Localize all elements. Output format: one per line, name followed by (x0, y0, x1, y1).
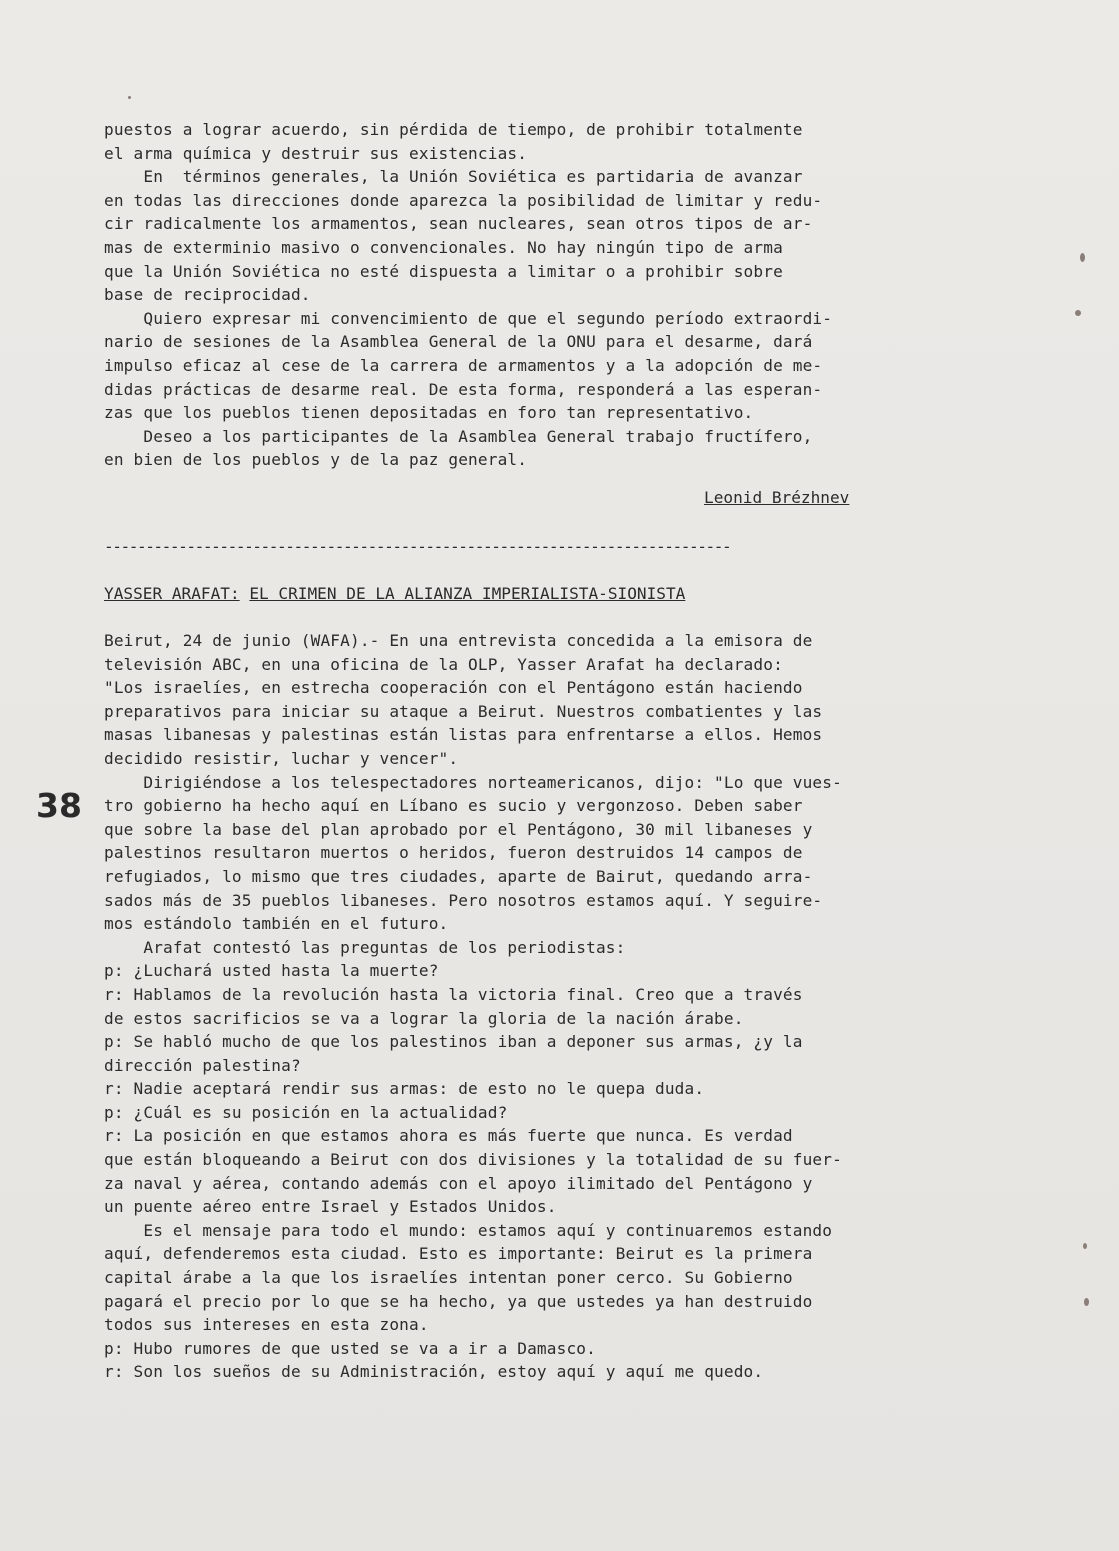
text-line: zas que los pueblos tienen depositadas en foro tan representativo. (104, 403, 754, 423)
brezhnev-message-text (104, 118, 1004, 472)
text-line: "Los israelíes, en estrecha cooperación con el Pentágono están haciendo (104, 678, 803, 698)
text-line: de estos sacrificios se va a lograr la gloria de la nación árabe. (104, 1008, 744, 1028)
text-line: didas prácticas de desarme real. De esta forma, responderá a las esperan- (104, 379, 823, 399)
page-number: 38 (36, 786, 82, 825)
paper-speck (1084, 1298, 1089, 1306)
text-line: p: Se habló mucho de que los palestinos iban a deponer sus armas, ¿y la (104, 1032, 803, 1052)
text-line: p: ¿Luchará usted hasta la muerte? (104, 961, 439, 981)
paper-speck (1083, 1243, 1087, 1249)
text-line: todos sus intereses en esta zona. (104, 1315, 429, 1335)
text-line: Quiero expresar mi convencimiento de que el segundo período extraordi- (104, 308, 833, 328)
text-line: p: ¿Cuál es su posición en la actualidad? (104, 1102, 508, 1122)
text-line: que la Unión Soviética no esté dispuesta a limitar o a prohibir sobre (104, 261, 783, 281)
text-line: tro gobierno ha hecho aquí en Líbano es sucio y vergonzoso. Deben saber (104, 796, 803, 816)
text-line: mos estándolo también en el futuro. (104, 914, 449, 934)
text-line: r: Son los sueños de su Administración, estoy aquí y aquí me quedo. (104, 1362, 764, 1382)
section-separator: ---------------------------------------------------------------------------- (104, 537, 731, 556)
text-line: decidido resistir, luchar y vencer". (104, 748, 459, 768)
text-line: mas de exterminio masivo o convencionales. No hay ningún tipo de arma (104, 237, 783, 257)
text-line: p: Hubo rumores de que usted se va a ir a Damasco. (104, 1338, 596, 1358)
article-headline (104, 582, 685, 606)
text-line: base de reciprocidad. (104, 285, 311, 305)
text-line: en todas las direcciones donde aparezca la posibilidad de limitar y redu- (104, 190, 823, 210)
paper-speck (128, 96, 131, 99)
text-line: Beirut, 24 de junio (WAFA).- En una entrevista concedida a la emisora de (104, 631, 813, 650)
text-line: aquí, defenderemos esta ciudad. Esto es importante: Beirut es la primera (104, 1244, 813, 1264)
text-line: masas libanesas y palestinas están listas para enfrentarse a ellos. Hemos (104, 725, 823, 745)
text-line: en bien de los pueblos y de la paz general. (104, 450, 528, 470)
arafat-article-text (104, 629, 1004, 1384)
text-line: capital árabe a la que los israelíes intentan poner cerco. Su Gobierno (104, 1268, 793, 1288)
text-line: que sobre la base del plan aprobado por el Pentágono, 30 mil libaneses y (104, 819, 813, 839)
text-line: nario de sesiones de la Asamblea General de la ONU para el desarme, dará (104, 332, 813, 352)
text-line: que están bloqueando a Beirut con dos divisiones y la totalidad de su fuer- (104, 1150, 842, 1170)
text-line: Es el mensaje para todo el mundo: estamos aquí y continuaremos estando (104, 1220, 833, 1240)
text-line: Arafat contestó las preguntas de los periodistas: (104, 937, 626, 957)
headline-part2: EL CRIMEN DE LA ALIANZA IMPERIALISTA-SIONISTA (249, 584, 686, 603)
headline-part1: YASSER ARAFAT: (104, 584, 240, 603)
text-line: za naval y aérea, contando además con el apoyo ilimitado del Pentágono y (104, 1173, 813, 1193)
text-line: televisión ABC, en una oficina de la OLP, Yasser Arafat ha declarado: (104, 654, 783, 674)
paper-speck (1080, 253, 1085, 262)
text-line: palestinos resultaron muertos o heridos, fueron destruidos 14 campos de (104, 843, 803, 863)
text-line: r: Nadie aceptará rendir sus armas: de esto no le quepa duda. (104, 1079, 705, 1099)
text-line: refugiados, lo mismo que tres ciudades, aparte de Bairut, quedando arra- (104, 866, 813, 886)
text-line: cir radicalmente los armamentos, sean nucleares, sean otros tipos de ar- (104, 214, 813, 234)
text-line: un puente aéreo entre Israel y Estados Unidos. (104, 1197, 557, 1217)
text-line: En términos generales, la Unión Soviética es partidaria de avanzar (104, 167, 803, 187)
text-line: r: La posición en que estamos ahora es más fuerte que nunca. Es verdad (104, 1126, 793, 1146)
text-line: el arma química y destruir sus existencias. (104, 143, 528, 163)
paper-speck (1075, 310, 1081, 316)
text-line: dirección palestina? (104, 1055, 301, 1075)
text-line: Deseo a los participantes de la Asamblea General trabajo fructífero, (104, 426, 813, 446)
signature: Leonid Brézhnev (704, 488, 850, 507)
text-line: impulso eficaz al cese de la carrera de armamentos y a la adopción de me- (104, 355, 823, 375)
text-line: preparativos para iniciar su ataque a Beirut. Nuestros combatientes y las (104, 701, 823, 721)
text-line: sados más de 35 pueblos libaneses. Pero nosotros estamos aquí. Y seguire- (104, 890, 823, 910)
text-line: r: Hablamos de la revolución hasta la victoria final. Creo que a través (104, 984, 803, 1004)
text-line: pagará el precio por lo que se ha hecho, ya que ustedes ya han destruido (104, 1291, 813, 1311)
text-line: puestos a lograr acuerdo, sin pérdida de tiempo, de prohibir totalmente (104, 120, 803, 139)
text-line: Dirigiéndose a los telespectadores norteamericanos, dijo: "Lo que vues- (104, 772, 842, 792)
